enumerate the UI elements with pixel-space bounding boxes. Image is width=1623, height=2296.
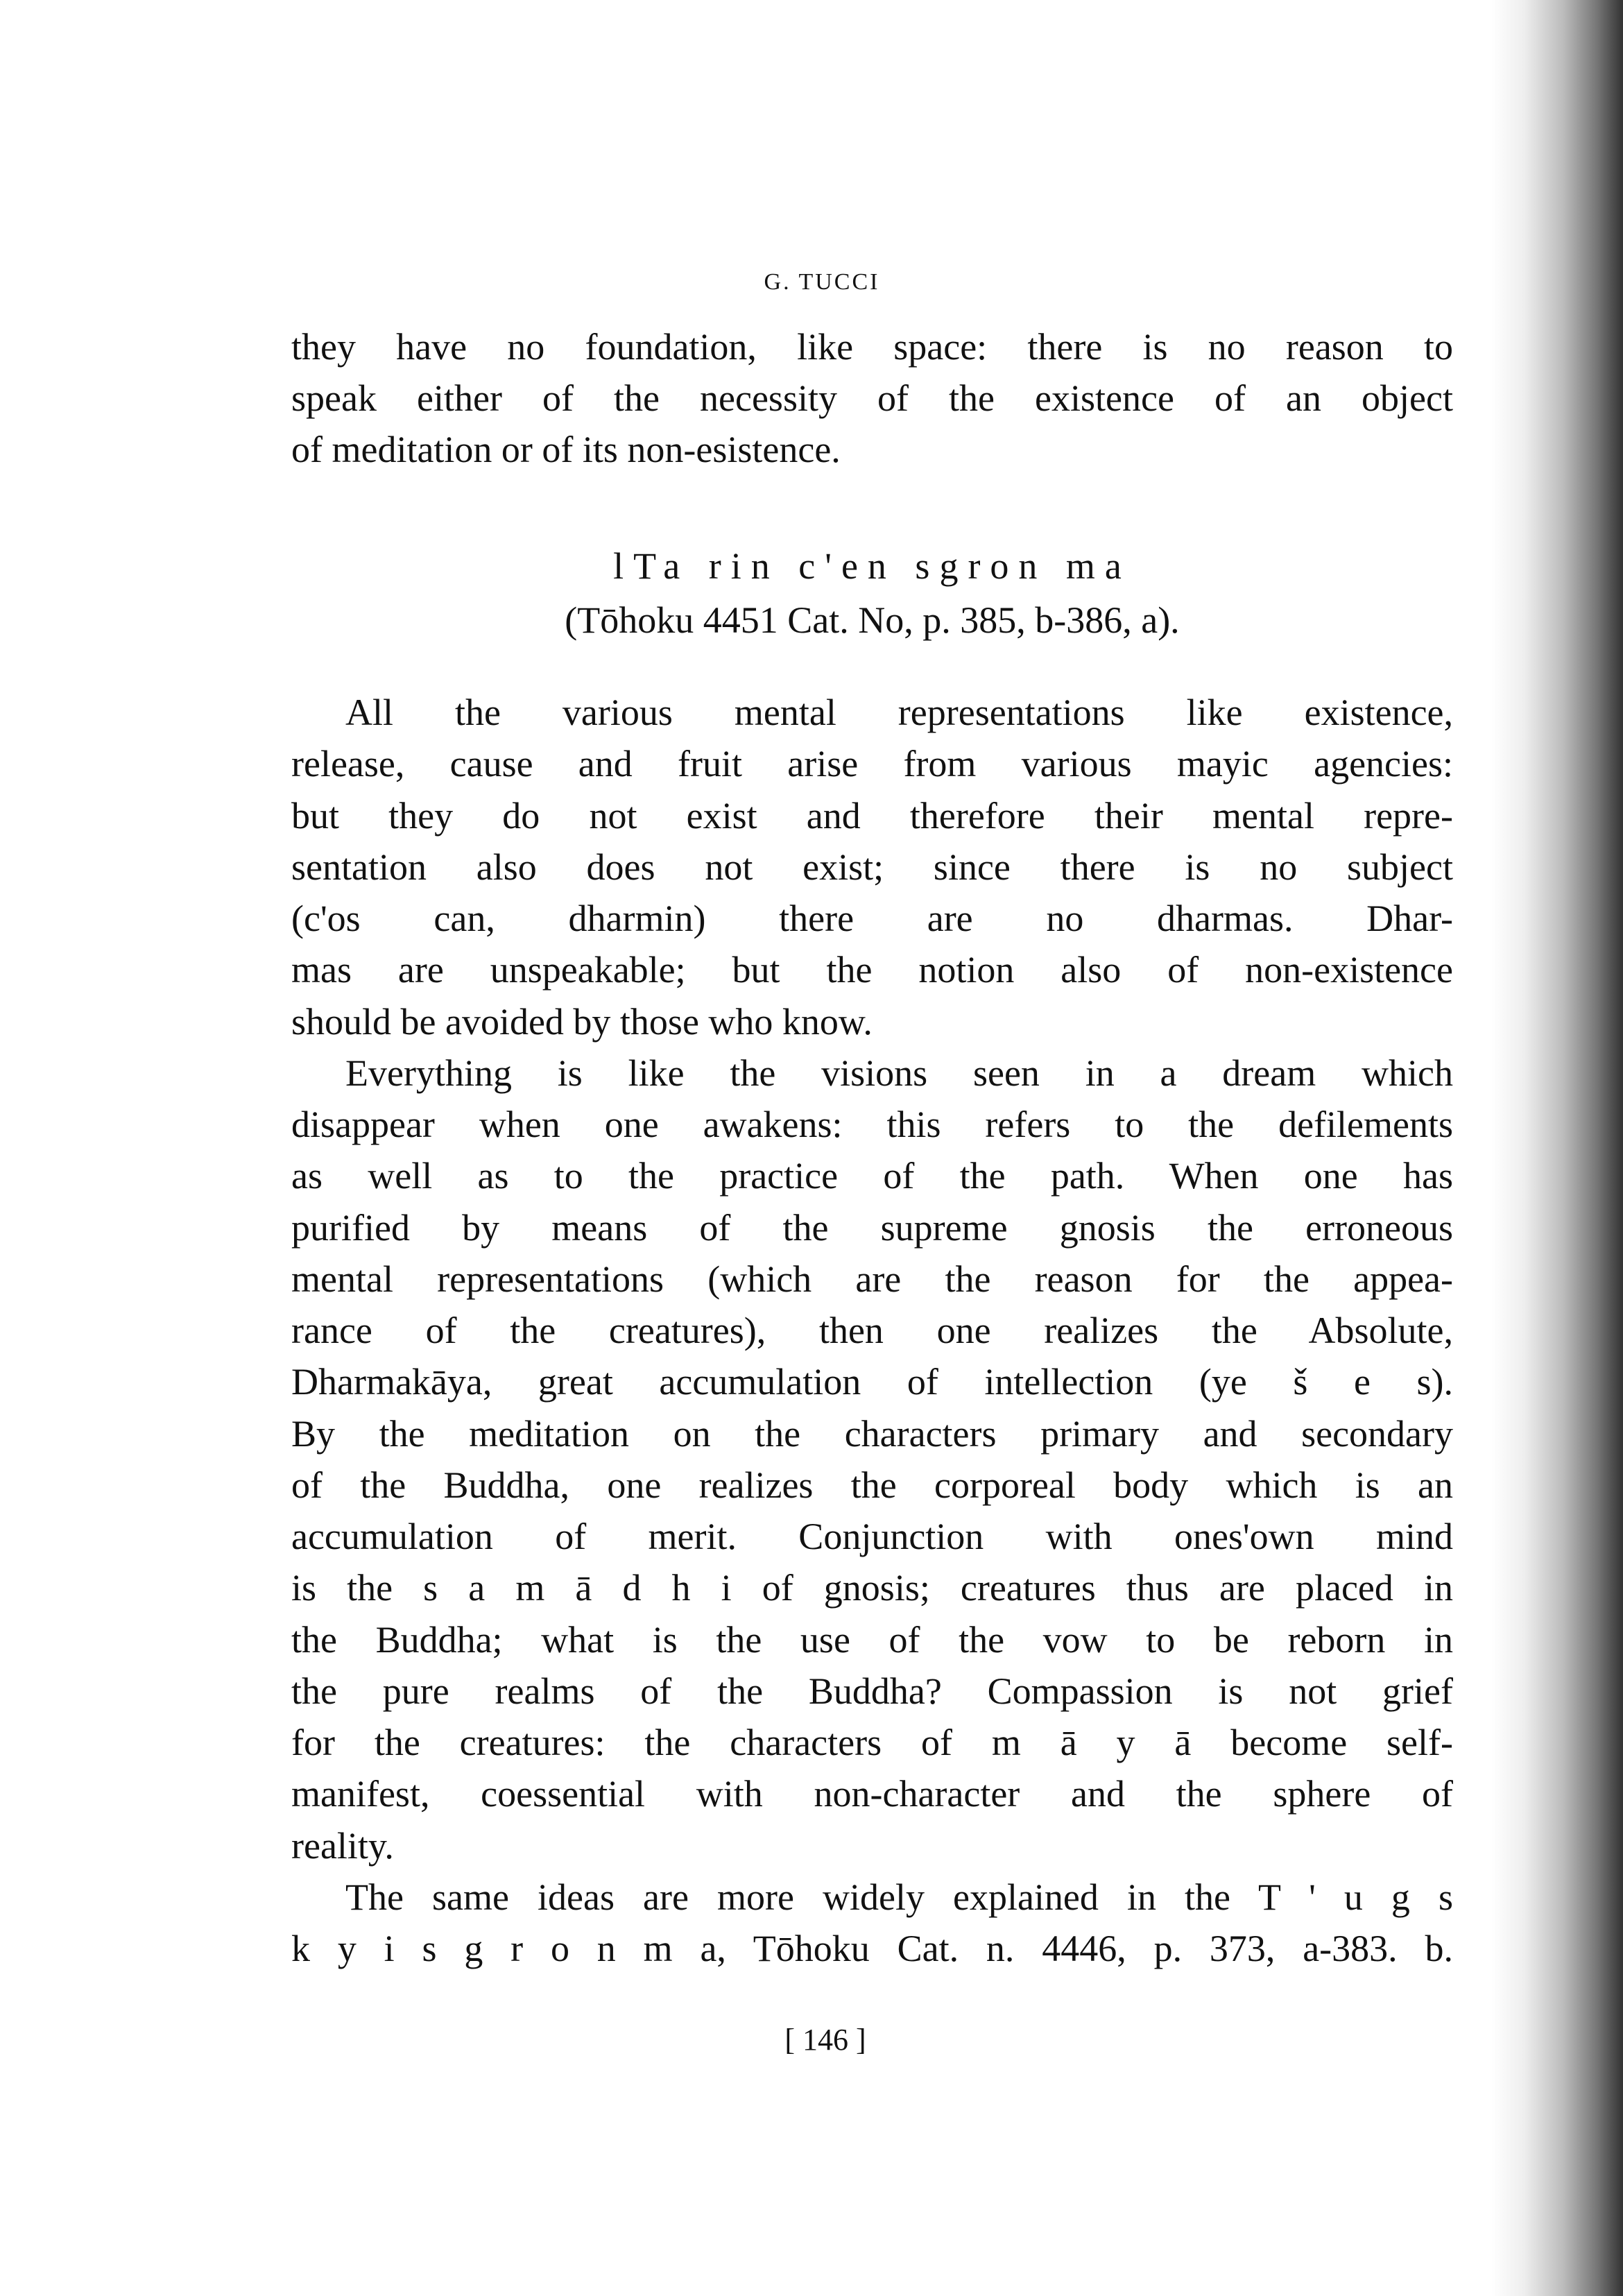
page-number: [ 146 ]: [784, 2023, 866, 2057]
text-line: accumulation of merit. Conjunction with ones'own mind: [291, 1516, 1453, 1557]
text-line: k y i s g r o n m a, Tōhoku Cat. n. 4446, p. 373, a-383. b.: [291, 1928, 1453, 1969]
text-line: mas are unspeakable; but the notion also of non-existence: [291, 949, 1453, 991]
text-line: reality.: [291, 1825, 394, 1867]
text-line: By the meditation on the characters primary and secondary: [291, 1413, 1453, 1455]
text-line: Everything is like the visions seen in a dream which: [345, 1052, 1453, 1094]
text-line: manifest, coessential with non-character and the sphere of: [291, 1773, 1453, 1815]
text-line: of meditation or of its non-esistence.: [291, 429, 841, 470]
text-line: of the Buddha, one realizes the corporeal body which is an: [291, 1464, 1453, 1506]
text-line: Dharmakāya, great accumulation of intellection (ye š e s).: [291, 1361, 1453, 1403]
text-line: is the s a m ā d h i of gnosis; creatures thus are placed in: [291, 1567, 1453, 1609]
text-line: but they do not exist and therefore their mental repre-: [291, 795, 1453, 837]
text-line: disappear when one awakens: this refers to the defilements: [291, 1104, 1453, 1145]
text-line: mental representations (which are the reason for the appea-: [291, 1258, 1453, 1300]
text-line: sentation also does not exist; since there is no subject: [291, 846, 1453, 888]
text-line: for the creatures: the characters of m ā y ā become self-: [291, 1722, 1453, 1763]
text-line: speak either of the necessity of the existence of an object: [291, 377, 1453, 419]
text-line: All the various mental representations like existence,: [345, 692, 1453, 733]
text-line: they have no foundation, like space: there is no reason to: [291, 326, 1453, 368]
section-title-line: (Tōhoku 4451 Cat. No, p. 385, b-386, a).: [565, 599, 1180, 641]
text-line: (c'os can, dharmin) there are no dharmas. Dhar-: [291, 898, 1453, 939]
text-line: purified by means of the supreme gnosis the erroneous: [291, 1207, 1453, 1249]
text-line: The same ideas are more widely explained in the T ' u g s: [345, 1876, 1453, 1918]
text-line: should be avoided by those who know.: [291, 1001, 873, 1043]
book-binding-shadow: [1491, 0, 1623, 2296]
text-line: release, cause and fruit arise from various mayic agencies:: [291, 743, 1453, 785]
text-line: as well as to the practice of the path. When one has: [291, 1155, 1453, 1197]
text-line: the Buddha; what is the use of the vow to be reborn in: [291, 1619, 1453, 1661]
text-line: rance of the creatures), then one realizes the Absolute,: [291, 1310, 1453, 1351]
running-head: G. TUCCI: [764, 269, 880, 295]
section-title-line: lTa rin c'en sgron ma: [613, 545, 1131, 587]
text-line: the pure realms of the Buddha? Compassion is not grief: [291, 1670, 1453, 1712]
